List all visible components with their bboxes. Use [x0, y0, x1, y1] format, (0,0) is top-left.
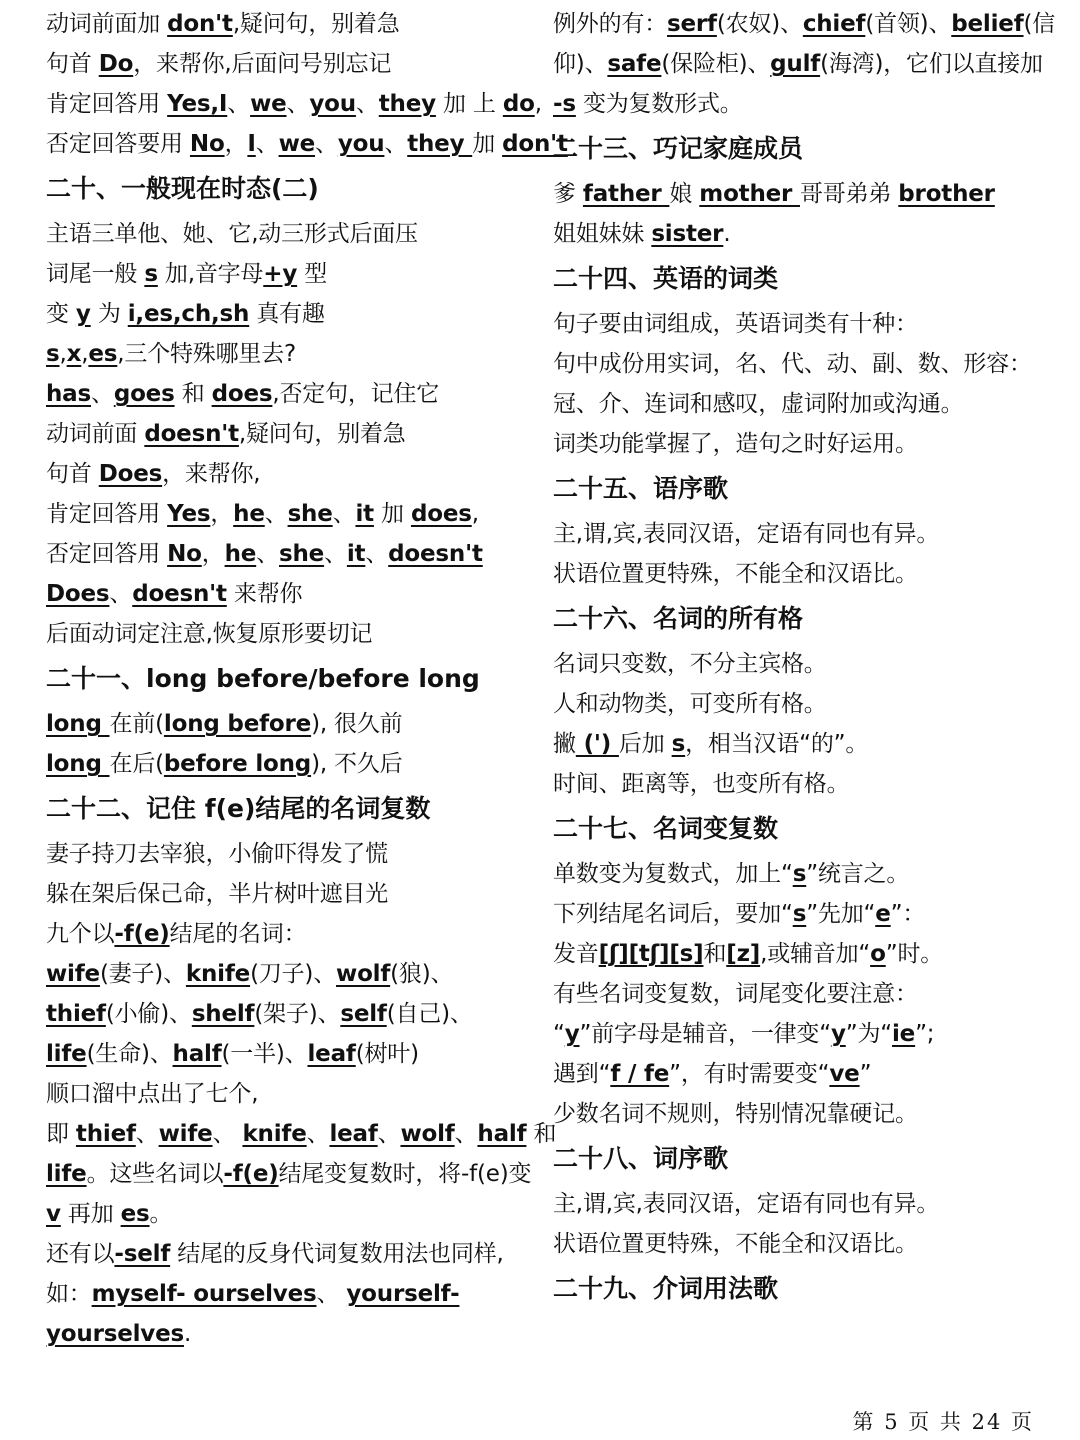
text-line: [46, 1194, 534, 1234]
text-segment: 动词前面: [46, 421, 145, 447]
keyword-term: Does: [46, 581, 110, 607]
text-segment: 加: [373, 501, 411, 527]
keyword-term: thief: [75, 1121, 136, 1147]
keyword-term: it: [346, 541, 366, 567]
text-segment: 娘: [669, 181, 700, 207]
text-segment: 时间、距离等，也变所有格。: [553, 771, 850, 797]
keyword-term: -f(e): [223, 1161, 279, 1187]
keyword-term: leaf: [329, 1121, 378, 1147]
text-segment: 二十八、词序歌: [553, 1144, 729, 1173]
text-segment: ,或辅音加“: [760, 941, 871, 967]
text-segment: 妻子持刀去宰狼，小偷吓得发了慌: [46, 841, 389, 867]
text-line: [46, 254, 534, 294]
left-column: [46, 4, 568, 1354]
keyword-term: don't: [167, 11, 233, 37]
text-segment: 真有趣: [249, 301, 325, 327]
text-line: [46, 954, 534, 994]
text-segment: ,疑问句，别着急: [238, 421, 406, 447]
text-segment: 后面动词定注意,恢复原形要切记: [46, 621, 373, 647]
text-segment: 否定回答用: [46, 541, 168, 567]
text-line: [46, 744, 534, 784]
text-segment: 变为复数形式。: [575, 91, 743, 117]
keyword-term: y: [75, 301, 91, 327]
text-segment: 二十六、名词的所有格: [553, 604, 804, 633]
keyword-term: es: [88, 341, 118, 367]
keyword-term: you: [309, 91, 356, 117]
text-segment: 二十四、英语的词类: [553, 264, 779, 293]
text-line: [46, 294, 534, 334]
text-segment: 、: [135, 1121, 159, 1147]
text-segment: 、: [384, 131, 408, 157]
text-segment: ，相当汉语“的”。: [685, 731, 869, 757]
keyword-term: they: [378, 91, 436, 117]
text-segment: ,否定句，记住它: [272, 381, 440, 407]
keyword-term: doesn't: [132, 581, 227, 607]
text-segment: (一半)、: [221, 1041, 308, 1067]
text-segment: 如：: [46, 1281, 92, 1307]
text-line: [553, 764, 1053, 804]
right-column: [553, 4, 1056, 1314]
text-segment: 仰)、: [553, 51, 608, 77]
keyword-term: do: [502, 91, 535, 117]
text-line: [553, 894, 1053, 934]
text-segment: 发音: [553, 941, 599, 967]
text-segment: 句中成份用实词，名、代、动、副、数、形容：: [553, 351, 1032, 377]
text-segment: 在前(: [109, 711, 164, 737]
text-line: [553, 684, 1053, 724]
keyword-term: we: [278, 131, 316, 157]
text-segment: .: [723, 221, 731, 247]
text-segment: 肯定回答用: [46, 91, 168, 117]
text-segment: ”: [859, 1061, 872, 1087]
text-segment: 、: [316, 1281, 347, 1307]
text-segment: ”：: [890, 901, 926, 927]
text-segment: 二十五、语序歌: [553, 474, 729, 503]
text-line: [46, 704, 534, 744]
text-segment: 、: [91, 381, 114, 407]
text-segment: .: [183, 1321, 192, 1347]
text-line: [553, 1054, 1053, 1094]
text-segment: (保险柜)、: [661, 51, 771, 77]
text-segment: (农奴)、: [716, 11, 803, 37]
keyword-term: [z]: [726, 941, 761, 967]
text-segment: 再加: [60, 1201, 121, 1227]
keyword-term: long before: [163, 711, 312, 737]
keyword-term: she: [278, 541, 325, 567]
keyword-term: he: [233, 501, 265, 527]
text-segment: ), 不久后: [311, 751, 403, 777]
text-segment: 句首: [46, 51, 99, 77]
keyword-term: don't: [502, 131, 568, 157]
keyword-term: doesn't: [388, 541, 483, 567]
text-segment: 在后(: [109, 751, 164, 777]
text-line: [553, 854, 1053, 894]
page-number: 第 5 页 共 24 页: [852, 1410, 1034, 1434]
keyword-term: sister: [651, 221, 724, 247]
text-segment: 加,音字母: [157, 261, 264, 287]
keyword-term: s: [792, 861, 807, 887]
text-line: [46, 494, 534, 534]
keyword-term: father: [582, 181, 670, 207]
text-line: [553, 44, 1053, 84]
text-segment: 否定回答要用: [46, 131, 190, 157]
text-segment: ”为“: [845, 1021, 892, 1047]
keyword-term: self: [340, 1001, 387, 1027]
text-line: [553, 1224, 1053, 1264]
text-segment: 、: [227, 91, 251, 117]
text-segment: ，: [201, 541, 225, 567]
text-segment: 躲在架后保己命，半片树叶遮目光: [46, 881, 389, 907]
text-line: [553, 4, 1056, 44]
section-heading: [553, 1264, 1053, 1314]
text-segment: (刀子)、: [250, 961, 337, 987]
text-line: [553, 174, 1053, 214]
text-segment: 二十一、long before/before long: [46, 664, 480, 693]
keyword-term: long: [46, 751, 110, 777]
text-line: [553, 384, 1053, 424]
keyword-term: life: [46, 1041, 87, 1067]
text-segment: 、: [355, 91, 379, 117]
text-segment: 、: [109, 581, 133, 607]
text-segment: 单数变为复数式，加上“: [553, 861, 793, 887]
text-line: [46, 874, 534, 914]
text-segment: ,: [471, 501, 479, 527]
keyword-term: half: [172, 1041, 222, 1067]
keyword-term: knife: [242, 1121, 307, 1147]
text-line: [553, 974, 1053, 1014]
text-segment: 状语位置更特殊，不能全和汉语比。: [553, 561, 918, 587]
text-line: [553, 424, 1053, 464]
keyword-term: -s: [553, 91, 576, 117]
keyword-term: Yes,I: [167, 91, 228, 117]
text-segment: 、: [212, 1121, 243, 1147]
text-segment: 名词只变数，不分主宾格。: [553, 651, 827, 677]
text-segment: 。这些名词以: [86, 1161, 224, 1187]
text-segment: 爹: [553, 181, 583, 207]
text-segment: ，来帮你,: [162, 461, 261, 487]
text-segment: ,: [534, 91, 542, 117]
text-segment: ，: [210, 501, 234, 527]
keyword-term: goes: [113, 381, 175, 407]
text-segment: 还有以: [46, 1241, 115, 1267]
text-segment: 动词前面加: [46, 11, 168, 37]
text-segment: 哥哥弟弟: [799, 181, 899, 207]
text-line: [46, 1074, 534, 1114]
keyword-term: serf: [667, 11, 717, 37]
section-heading: [553, 464, 1053, 514]
text-line: [46, 1314, 534, 1354]
text-line: [46, 334, 534, 374]
text-line: [46, 454, 534, 494]
text-segment: 二十二、记住 f(e)结尾的名词复数: [46, 794, 431, 823]
keyword-term: he: [224, 541, 257, 567]
text-segment: 二十七、名词变复数: [553, 814, 779, 843]
text-line: [46, 994, 534, 1034]
text-segment: 主,谓,宾,表同汉语，定语有同也有异。: [553, 1191, 940, 1217]
text-segment: 后加: [618, 731, 672, 757]
keyword-term: x: [66, 341, 82, 367]
text-segment: (树叶): [355, 1041, 419, 1067]
text-segment: 、: [256, 541, 279, 567]
keyword-term: long: [46, 711, 110, 737]
text-segment: (狼)、: [390, 961, 454, 987]
text-line: [46, 834, 534, 874]
text-line: [46, 4, 534, 44]
keyword-term: o: [870, 941, 886, 967]
keyword-term: brother: [898, 181, 995, 207]
keyword-term: ie: [891, 1021, 916, 1047]
text-segment: 来帮你: [226, 581, 303, 607]
text-segment: (妻子)、: [99, 961, 186, 987]
keyword-term: doesn't: [144, 421, 239, 447]
text-segment: 、: [315, 131, 338, 157]
text-segment: ”，有时需要变“: [669, 1061, 830, 1087]
text-segment: ), 很久前: [311, 711, 403, 737]
text-line: [46, 1034, 534, 1074]
keyword-term: gulf: [770, 51, 821, 77]
text-segment: 顺口溜中点出了七个,: [46, 1081, 259, 1107]
text-segment: 主,谓,宾,表同汉语，定语有同也有异。: [553, 521, 940, 547]
text-segment: (自己)、: [386, 1001, 473, 1027]
text-segment: ”统言之。: [806, 861, 910, 887]
section-heading: [46, 164, 534, 214]
text-segment: 二十、一般现在时态(二): [46, 174, 319, 203]
keyword-term: they: [407, 131, 473, 157]
text-segment: 例外的有：: [553, 11, 668, 37]
section-heading: [553, 254, 1053, 304]
text-line: [46, 374, 534, 414]
keyword-term: s: [144, 261, 158, 287]
text-segment: 、: [332, 501, 356, 527]
keyword-term: half: [477, 1121, 527, 1147]
text-line: [553, 934, 1053, 974]
keyword-term: No: [189, 131, 225, 157]
keyword-term: belief: [951, 11, 1024, 37]
keyword-term: you: [337, 131, 385, 157]
text-line: [46, 84, 542, 124]
text-segment: 、: [264, 501, 288, 527]
text-line: [46, 574, 534, 614]
text-segment: ,: [81, 341, 89, 367]
keyword-term: has: [46, 381, 91, 407]
keyword-term: wolf: [400, 1121, 455, 1147]
keyword-term: No: [167, 541, 202, 567]
text-segment: 句子要由词组成，英语词类有十种：: [553, 311, 918, 337]
keyword-term: v: [46, 1201, 61, 1227]
keyword-term: y: [564, 1021, 580, 1047]
keyword-term: s: [792, 901, 807, 927]
text-segment: 结尾的反身代词复数用法也同样,: [170, 1241, 504, 1267]
text-segment: ，来帮你,后面问号别忘记: [133, 51, 392, 77]
keyword-term: wife: [158, 1121, 213, 1147]
text-segment: 结尾变复数时，将-f(e)变: [278, 1161, 532, 1187]
text-line: [553, 514, 1053, 554]
text-line: [553, 1094, 1053, 1134]
text-line: [553, 344, 1053, 384]
keyword-term: wolf: [336, 961, 391, 987]
keyword-term: I: [247, 131, 256, 157]
text-segment: 。: [149, 1201, 173, 1227]
text-line: [46, 614, 534, 654]
keyword-term: Do: [98, 51, 134, 77]
text-segment: 九个以: [46, 921, 115, 947]
text-segment: (生命)、: [86, 1041, 173, 1067]
text-segment: 遇到“: [553, 1061, 611, 1087]
keyword-term: +y: [263, 261, 298, 287]
text-segment: 词尾一般: [46, 261, 145, 287]
keyword-term: y: [830, 1021, 846, 1047]
section-heading: [46, 654, 534, 704]
keyword-term: wife: [46, 961, 100, 987]
text-segment: 人和动物类，可变所有格。: [553, 691, 827, 717]
keyword-term: we: [250, 91, 287, 117]
keyword-term: myself- ourselves: [91, 1281, 317, 1307]
text-segment: 变: [46, 301, 76, 327]
text-segment: 、: [306, 1121, 330, 1147]
keyword-term: it: [355, 501, 374, 527]
text-segment: ，: [224, 131, 248, 157]
text-segment: 型: [297, 261, 328, 287]
text-segment: 、: [365, 541, 389, 567]
keyword-term: s: [671, 731, 686, 757]
section-heading: [553, 594, 1053, 644]
text-segment: 撇: [553, 731, 576, 757]
text-segment: ”先加“: [806, 901, 876, 927]
text-line: [553, 84, 1053, 124]
text-segment: 加: [472, 131, 503, 157]
text-segment: 冠、介、连词和感叹，虚词附加或沟通。: [553, 391, 964, 417]
text-segment: 加 上: [435, 91, 503, 117]
text-line: [46, 124, 568, 164]
text-segment: 、: [377, 1121, 401, 1147]
text-segment: 为: [90, 301, 128, 327]
text-line: [553, 214, 1053, 254]
section-heading: [553, 124, 1053, 174]
text-segment: ”前字母是辅音，一律变“: [579, 1021, 831, 1047]
text-segment: 词类功能掌握了，造句之时好运用。: [553, 431, 918, 457]
keyword-term: s: [46, 341, 60, 367]
text-segment: 、: [286, 91, 310, 117]
text-line: [553, 1014, 1053, 1054]
text-segment: (信: [1023, 11, 1056, 37]
text-segment: 结尾的名词：: [169, 921, 307, 947]
text-line: [46, 1274, 534, 1314]
keyword-term: e: [875, 901, 891, 927]
keyword-term: yourself-: [346, 1281, 460, 1307]
keyword-term: she: [287, 501, 333, 527]
keyword-term: es: [120, 1201, 150, 1227]
section-heading: [46, 784, 534, 834]
text-line: [46, 44, 534, 84]
text-segment: 姐姐妹妹: [553, 221, 652, 247]
text-segment: ,: [59, 341, 67, 367]
keyword-term: -f(e): [114, 921, 170, 947]
keyword-term: shelf: [191, 1001, 255, 1027]
text-segment: 少数名词不规则，特别情况靠硬记。: [553, 1101, 918, 1127]
text-segment: (架子)、: [254, 1001, 341, 1027]
keyword-term: does: [410, 501, 472, 527]
text-segment: ,三个特殊哪里去?: [117, 341, 296, 367]
text-segment: 、: [255, 131, 279, 157]
keyword-term: Does: [98, 461, 163, 487]
text-line: [46, 914, 534, 954]
keyword-term: chief: [802, 11, 866, 37]
keyword-term: -self: [114, 1241, 171, 1267]
text-segment: 和: [174, 381, 212, 407]
text-line: [46, 534, 534, 574]
keyword-term: safe: [607, 51, 662, 77]
keyword-term: does: [211, 381, 273, 407]
text-segment: 二十九、介词用法歌: [553, 1274, 779, 1303]
text-segment: 二十三、巧记家庭成员: [553, 134, 804, 163]
keyword-term: mother: [699, 181, 800, 207]
keyword-term: knife: [185, 961, 251, 987]
keyword-term: yourselves: [46, 1321, 184, 1347]
text-segment: 下列结尾名词后，要加“: [553, 901, 793, 927]
text-segment: 主语三单他、她、它,动三形式后面压: [46, 221, 418, 247]
keyword-term: ve: [829, 1061, 860, 1087]
keyword-term: Yes: [167, 501, 211, 527]
text-line: [553, 554, 1053, 594]
text-line: [46, 414, 534, 454]
text-line: [553, 644, 1053, 684]
text-segment: 肯定回答用: [46, 501, 168, 527]
keyword-term: life: [46, 1161, 87, 1187]
keyword-term: leaf: [307, 1041, 356, 1067]
text-segment: 、: [324, 541, 347, 567]
text-segment: 即: [46, 1121, 76, 1147]
text-segment: ,疑问句，别着急: [232, 11, 400, 37]
text-segment: (首领)、: [865, 11, 952, 37]
text-segment: (小偷)、: [105, 1001, 192, 1027]
keyword-term: i,es,ch,sh: [127, 301, 250, 327]
keyword-term: [ʃ][tʃ][s]: [598, 941, 704, 967]
section-heading: [553, 1134, 1053, 1184]
text-segment: ”时。: [885, 941, 944, 967]
text-segment: 、: [454, 1121, 478, 1147]
text-segment: 有些名词变复数，词尾变化要注意：: [553, 981, 918, 1007]
text-segment: 和: [703, 941, 727, 967]
section-heading: [553, 804, 1053, 854]
text-line: [46, 1234, 534, 1274]
keyword-term: f / fe: [610, 1061, 670, 1087]
text-segment: “: [553, 1021, 565, 1047]
text-segment: ”;: [915, 1021, 935, 1047]
text-line: [553, 724, 1053, 764]
keyword-term: ('): [575, 731, 619, 757]
text-segment: 句首: [46, 461, 99, 487]
keyword-term: before long: [163, 751, 312, 777]
text-line: [553, 1184, 1053, 1224]
text-line: [46, 1114, 557, 1154]
text-line: [553, 304, 1053, 344]
text-segment: 状语位置更特殊，不能全和汉语比。: [553, 1231, 918, 1257]
text-segment: (海湾)，它们以直接加: [820, 51, 1043, 77]
keyword-term: thief: [46, 1001, 106, 1027]
text-segment: 和: [526, 1121, 557, 1147]
text-line: [46, 1154, 534, 1194]
text-line: [46, 214, 534, 254]
